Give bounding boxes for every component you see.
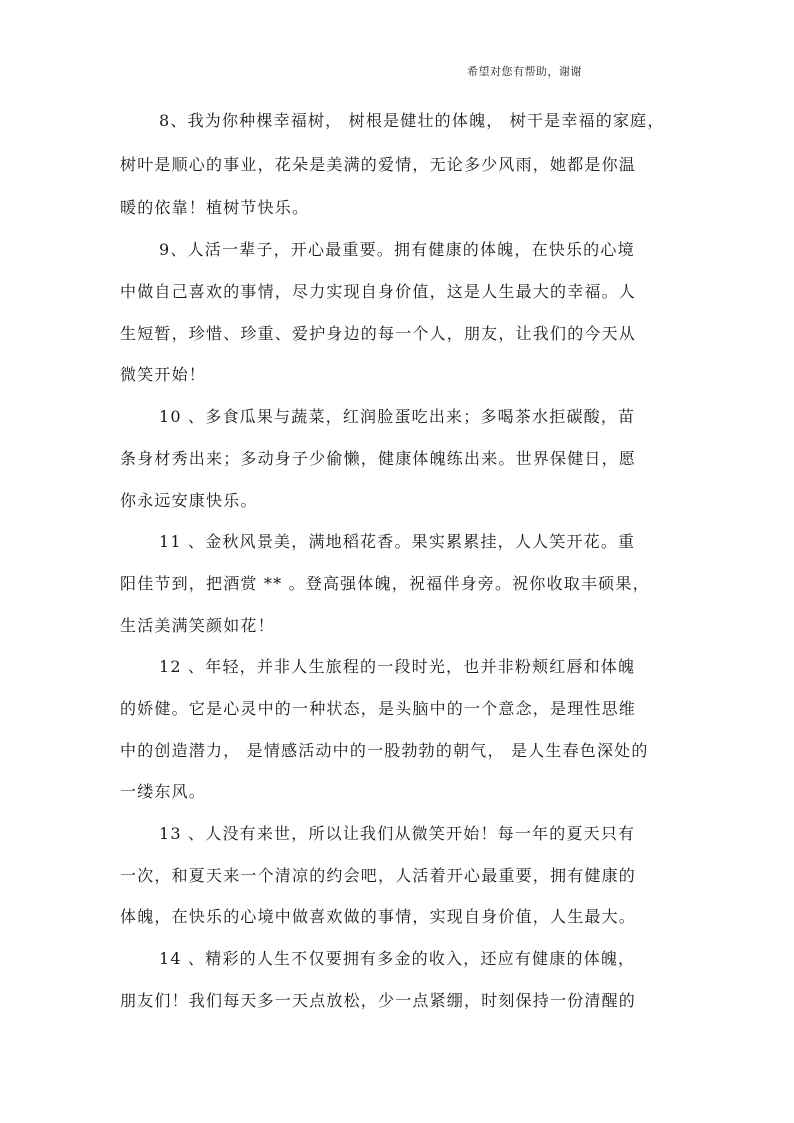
paragraph-8-line-1: 8、我为你种棵幸福树， 树根是健壮的体魄， 树干是幸福的家庭，: [159, 111, 665, 130]
paragraph-11-line-1: 11 、金秋风景美，满地稻花香。果实累累挂，人人笑开花。重: [159, 532, 636, 551]
paragraph-14-line-2: 朋友们！我们每天多一天点放松，少一点紧绷，时刻保持一份清醒的: [120, 991, 637, 1010]
paragraph-13-line-1: 13 、人没有来世，所以让我们从微笑开始！每一年的夏天只有: [159, 824, 636, 843]
paragraph-10-line-2: 条身材秀出来；多动身子少偷懒，健康体魄练出来。世界保健日，愿: [120, 449, 637, 468]
paragraph-12-line-4: 一缕东风。: [120, 782, 207, 801]
paragraph-9-line-4: 微笑开始！: [120, 365, 207, 384]
paragraph-8-line-3: 暖的依靠！植树节快乐。: [120, 198, 310, 217]
paragraph-14-line-1: 14 、精彩的人生不仅要拥有多金的收入，还应有健康的体魄，: [159, 949, 636, 968]
paragraph-13-line-3: 体魄，在快乐的心境中做喜欢做的事情，实现自身价值，人生最大。: [120, 907, 637, 926]
paragraph-12-line-1: 12 、年轻，并非人生旅程的一段时光，也并非粉颊红唇和体魄: [159, 657, 636, 676]
paragraph-9-line-2: 中做自己喜欢的事情，尽力实现自身价值，这是人生最大的幸福。人: [120, 282, 637, 301]
paragraph-9-line-3: 生短暂，珍惜、珍重、爱护身边的每一个人，朋友，让我们的今天从: [120, 324, 637, 343]
paragraph-12-line-2: 的娇健。它是心灵中的一种状态，是头脑中的一个意念，是理性思维: [120, 699, 637, 718]
paragraph-11-line-3: 生活美满笑颜如花！: [120, 616, 275, 635]
paragraph-11-line-2: 阳佳节到，把酒赏 ** 。登高强体魄，祝福伴身旁。祝你收取丰硕果，: [120, 574, 650, 593]
paragraph-10-line-1: 10 、多食瓜果与蔬菜，红润脸蛋吃出来；多喝茶水拒碳酸，苗: [159, 407, 636, 426]
paragraph-10-line-3: 你永远安康快乐。: [120, 491, 258, 510]
paragraph-12-line-3: 中的创造潜力， 是情感活动中的一股勃勃的朝气， 是人生春色深处的: [120, 741, 649, 760]
paragraph-13-line-2: 一次，和夏天来一个清凉的约会吧，人活着开心最重要，拥有健康的: [120, 866, 637, 885]
paragraph-8-line-2: 树叶是顺心的事业，花朵是美满的爱情，无论多少风雨，她都是你温: [120, 155, 637, 174]
page-header: 希望对您有帮助，谢谢: [467, 65, 582, 78]
paragraph-9-line-1: 9、人活一辈子，开心最重要。拥有健康的体魄，在快乐的心境: [159, 240, 635, 259]
